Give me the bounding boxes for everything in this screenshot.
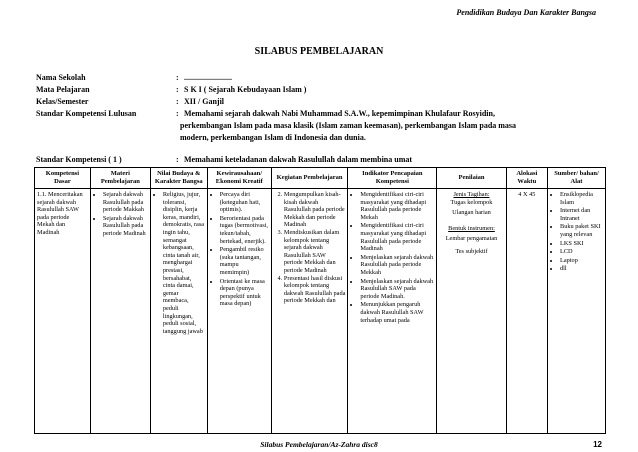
info-label-class: Kelas/Semester bbox=[36, 97, 89, 106]
list-item: • Menjelaskan sejarah dakwah Rasulullah SAW pada periode Madinah. bbox=[360, 278, 434, 301]
list-item: • Menunjukkan pengaruh dakwah Rasulullah SAW terhadap umat pada bbox=[360, 301, 434, 324]
syllabus-table bbox=[34, 167, 606, 434]
list-item: • Laptop bbox=[560, 257, 603, 265]
list-item: 3. Mendiskusikan dalam kelompok tentang sejarah dakwah Rasulullah SAW periode Mekkah dan periode Madinah bbox=[284, 229, 346, 275]
info-label-school: Nama Sekolah bbox=[36, 73, 86, 82]
list-item: • Mengidentifikasi ciri-ciri masyarakat yang dihadapi Rasulullah pada periode Madinah bbox=[360, 222, 434, 252]
info-value-skl-cont-1: perkembangan Islam pada masa klasik (Islam zaman keemasan), perkembangan Islam pada masa bbox=[180, 121, 517, 130]
cell-kompetensi: 1.1. Menceritakan sejarah dakwah Rasulullah SAW pada periode Mekah dan Madinah bbox=[35, 189, 91, 434]
sk-label: Standar Kompetensi ( 1 ) bbox=[36, 155, 122, 164]
col-kompetensi: Kompetensi Dasar bbox=[35, 168, 91, 189]
col-nilai: Nilai Budaya & Karakter Bangsa bbox=[150, 168, 207, 189]
cell-penilaian bbox=[437, 189, 506, 434]
list-item: 4. Presentasi hasil diskusi kelompok tentang dakwah Rasulullah pada periode Mekkah dan bbox=[284, 275, 346, 305]
list-item: • Internet dan Intranet bbox=[560, 207, 603, 222]
info-value-skl-cont-2: modern, perkembangan Islam di Indonesia dan dunia. bbox=[180, 133, 366, 142]
list-item: • Buku paket SKI yang relevan bbox=[560, 223, 603, 238]
list-item: • Sejarah dakwah Rasulullah pada periode Madinah bbox=[103, 215, 148, 238]
cell-kewirausahaan bbox=[207, 189, 271, 434]
jenis-item: Tugas kelompok bbox=[450, 198, 493, 206]
table-header-row bbox=[35, 168, 606, 189]
sk-value: Memahami keteladanan dakwah Rasulullah dalam membina umat bbox=[184, 155, 413, 164]
list-item: • LKS SKI bbox=[560, 240, 603, 248]
col-penilaian: Penilaian bbox=[437, 168, 506, 189]
colon: : bbox=[176, 73, 179, 82]
bentuk-item: Lembar pengamatan bbox=[445, 235, 498, 243]
cell-kegiatan bbox=[271, 189, 348, 434]
cell-indikator bbox=[348, 189, 437, 434]
colon: : bbox=[176, 155, 179, 164]
info-value-class: XII / Ganjil bbox=[184, 97, 225, 106]
standar-kompetensi bbox=[36, 155, 596, 167]
list-item: • Ensiklopedia Islam bbox=[560, 191, 603, 206]
footer-text: Silabus Pembelajaran/Az-Zahra disc8 bbox=[260, 440, 378, 449]
cell-alokasi: 4 X 45 bbox=[506, 189, 547, 434]
col-alokasi: Alokasi Waktu bbox=[506, 168, 547, 189]
list-item: • dll bbox=[560, 265, 603, 273]
page-title: SILABUS PEMBELAJARAN bbox=[254, 46, 384, 57]
list-item: 2. Mengumpulkan kisah-kisah dakwah Rasulullah pada periode Mekkah dan periode Madinah bbox=[284, 191, 346, 229]
document-header: Pendidikan Budaya Dan Karakter Bangsa bbox=[456, 8, 596, 17]
list-item: • Berorientasi pada tugas (bermotivasi, tekun/tabah, bertekad, enerjik). bbox=[220, 215, 269, 245]
colon: : bbox=[176, 97, 179, 106]
jenis-tagihan-label: Jenis Tagihan: bbox=[453, 191, 490, 198]
bentuk-instrumen-label: Bentuk instrumen: bbox=[448, 224, 495, 232]
bentuk-item: Tes subjektif bbox=[455, 247, 488, 255]
list-item: • Orientasi ke masa depan (punya perspektif untuk masa depan) bbox=[220, 278, 269, 308]
cell-sumber bbox=[548, 189, 606, 434]
jenis-item: Ulangan harian bbox=[452, 209, 491, 217]
list-item: • Sejarah dakwah Rasulullah pada periode Makkah bbox=[103, 191, 148, 214]
colon: : bbox=[176, 85, 179, 94]
col-kegiatan: Kegiatan Pembelajaran bbox=[271, 168, 348, 189]
list-item: • Mengidentifikasi ciri-ciri masyarakat yang dihadapi Rasulullah pada periode Mekah bbox=[360, 191, 434, 221]
list-item: • Percaya diri (keteguhan hati, optimis). bbox=[220, 191, 269, 214]
list-item: • LCD bbox=[560, 248, 603, 256]
info-value-subject: S K I ( Sejarah Kebudayaan Islam ) bbox=[184, 85, 307, 94]
col-kewirausahaan: Kewirausahaan/ Ekonomi Kreatif bbox=[207, 168, 271, 189]
col-materi: Materi Pembelajaran bbox=[90, 168, 150, 189]
col-indikator: Indikator Pencapaian Kompetensi bbox=[348, 168, 437, 189]
info-value-school: ........................ bbox=[184, 73, 232, 82]
list-item: • Menjelaskan sejarah dakwah Rasulullah pada periode Mekkah bbox=[360, 254, 434, 277]
cell-nilai bbox=[150, 189, 207, 434]
page-number: 12 bbox=[593, 440, 602, 449]
col-sumber: Sumber/ bahan/ Alat bbox=[548, 168, 606, 189]
cell-materi bbox=[90, 189, 150, 434]
info-value-skl: Memahami sejarah dakwah Nabi Muhammad S.A.W., kepemimpinan Khulafaur Rosyidin, bbox=[184, 109, 495, 118]
info-label-skl: Standar Kompetensi Lulusan bbox=[36, 109, 137, 118]
list-item: • Pengambil resiko (suka tantangan, mampu memimpin) bbox=[220, 246, 269, 276]
list-item: • Religius, jujur, toleransi, disiplin, kerja keras, mandiri, demokratis, rasa ingin tahu, semangat kebangsaan, cinta tanah air, menghargai prestasi, bersahabat, cinta damai, gemar membaca, peduli lingkungan, peduli sosial, tanggung jawab bbox=[163, 191, 205, 335]
colon: : bbox=[176, 109, 179, 118]
info-label-subject: Mata Pelajaran bbox=[36, 85, 90, 94]
table-row bbox=[35, 189, 606, 434]
